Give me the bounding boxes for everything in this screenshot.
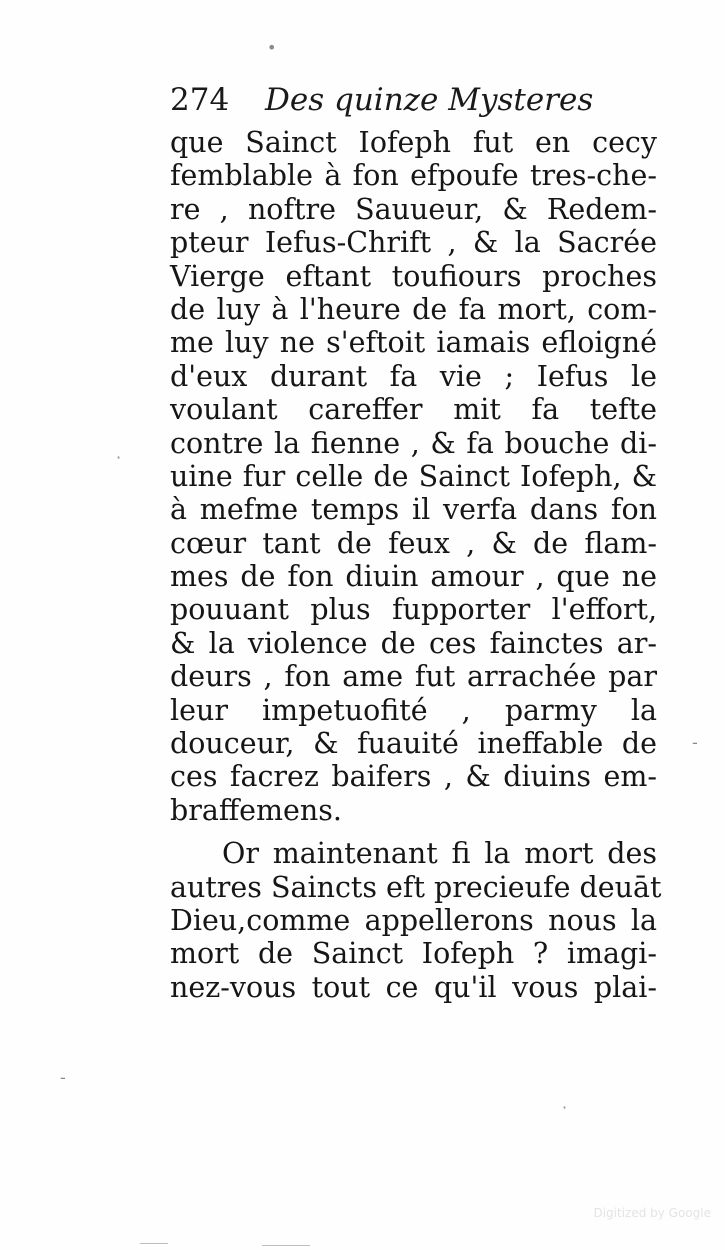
running-title: Des quinze Mysteres — [265, 82, 594, 118]
margin-mark: - — [60, 1068, 66, 1087]
scan-rule — [140, 1243, 168, 1244]
running-header — [170, 82, 594, 118]
text-line: cœur tant de feux , & de flam- — [170, 526, 657, 560]
margin-mark: · — [562, 1098, 568, 1117]
paragraph-2 — [170, 837, 662, 1004]
text-line: de luy à l'heure de fa mort, com- — [170, 292, 657, 326]
text-line: douceur, & fuauité ineffable de — [170, 727, 657, 761]
text-line: femblable à fon efpoufe tres-che- — [170, 159, 657, 193]
text-line-indented: Or maintenant fi la mort des — [222, 837, 657, 871]
text-line: Vierge eftant toufiours proches — [170, 259, 657, 293]
text-line: voulant careffer mit fa tefte — [170, 393, 657, 427]
text-line: re , noftre Sauueur, & Redem- — [170, 192, 657, 226]
text-line: pouuant plus fupporter l'effort, — [170, 593, 657, 627]
text-line: mort de Sainct Iofeph ? imagi- — [170, 937, 657, 971]
text-line: me luy ne s'eftoit iamais efloigné — [170, 326, 657, 360]
margin-mark: · — [116, 448, 122, 467]
text-line: uine fur celle de Sainct Iofeph, & — [170, 459, 657, 493]
scan-speck: • — [267, 38, 277, 57]
text-line: que Sainct Iofeph fut en cecy — [170, 126, 657, 159]
watermark: Digitized by Google — [593, 1206, 711, 1220]
text-line: contre la fienne , & fa bouche di- — [170, 426, 657, 460]
margin-mark: - — [692, 733, 698, 752]
paragraph-1 — [170, 126, 657, 827]
scan-rule — [262, 1245, 310, 1246]
text-line: Dieu,comme appellerons nous la — [170, 903, 657, 937]
text-line: deurs , fon ame fut arrachée par — [170, 660, 657, 694]
text-line: leur impetuofité , parmy la — [170, 693, 657, 727]
text-line: & la violence de ces fainctes ar- — [170, 626, 657, 660]
text-line: pteur Iefus-Chrift , & la Sacrée — [170, 226, 657, 260]
text-line: mes de fon diuin amour , que ne — [170, 560, 657, 594]
text-line: d'eux durant fa vie ; Iefus le — [170, 359, 657, 393]
text-block — [170, 126, 662, 1004]
text-line: nez-vous tout ce qu'il vous plai- — [170, 970, 657, 1004]
page-number: 274 — [170, 82, 230, 118]
text-line: ces facrez baifers , & diuins em- — [170, 760, 657, 794]
text-line-last: braffemens. — [170, 793, 342, 827]
text-line: à mefme temps il verfa dans fon — [170, 493, 657, 527]
text-line: autres Saincts eft precieufe deuāt — [170, 870, 662, 904]
